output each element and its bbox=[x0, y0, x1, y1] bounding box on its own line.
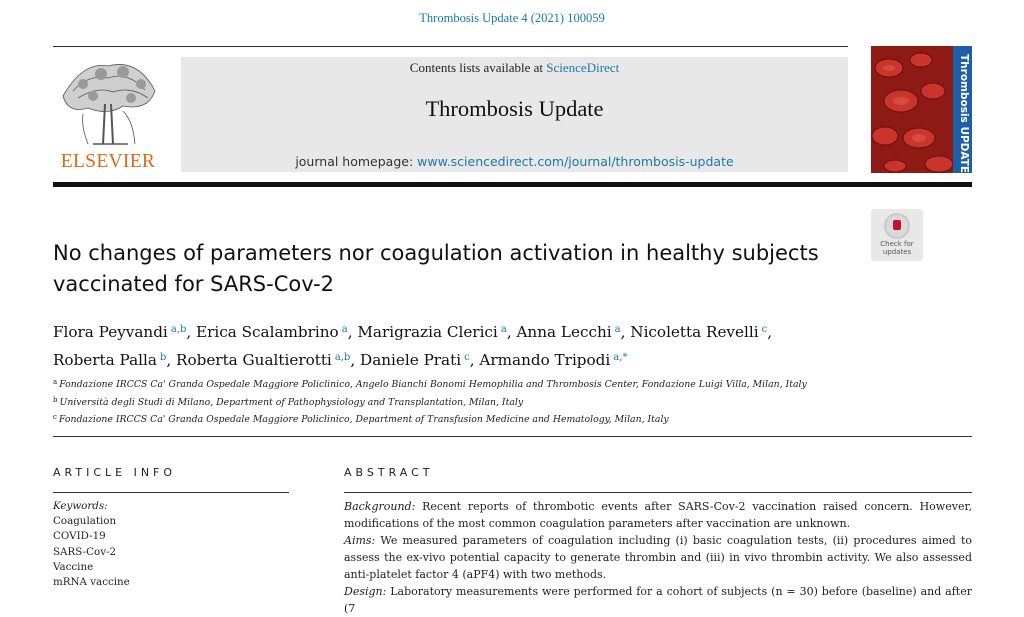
homepage-link[interactable]: www.sciencedirect.com/journal/thrombosis-update bbox=[417, 154, 734, 169]
cover-title: Thrombosis UPDATE bbox=[958, 54, 970, 174]
author-affiliation-mark[interactable]: a bbox=[341, 324, 348, 335]
journal-citation[interactable]: Thrombosis Update 4 (2021) 100059 bbox=[419, 11, 605, 25]
affiliation-item: $^a$ Fondazione IRCCS Ca' Granda Ospedale Maggiore Policlinico, Angelo Bianchi Bonomi Hemophilia and Thrombosis Center, Fondazione Luigi Villa, Milan, Italy bbox=[53, 378, 807, 390]
crossmark-icon bbox=[884, 213, 910, 239]
affiliation-item: $^b$ Università degli Studi di Milano, Department of Pathophysiology and Transplantation, Milan, Italy bbox=[53, 395, 524, 408]
tree-icon bbox=[53, 56, 163, 151]
abstract-body bbox=[344, 498, 972, 617]
author-affiliation-mark[interactable]: a,* bbox=[613, 352, 628, 363]
keyword-item: Coagulation bbox=[53, 515, 117, 528]
author-name[interactable]: Nicoletta Revelli bbox=[630, 323, 759, 341]
check-updates-line2: updates bbox=[882, 247, 912, 256]
contents-line bbox=[181, 60, 848, 76]
homepage-prefix: journal homepage: bbox=[295, 154, 414, 169]
section-divider bbox=[53, 436, 972, 437]
abstract-paragraph: Aims: We measured parameters of coagulation including (i) basic coagulation tests, (ii) procedures aimed to assess the ex-vivo potential capacity to generate thrombin and (iii) in vivo thrombin activity. We also assessed anti-platelet factor 4 (aPF4) with two methods. bbox=[344, 534, 972, 581]
homepage-line bbox=[181, 154, 848, 169]
article-title: No changes of parameters nor coagulation activation in healthy subjects vaccinated for SARS-Cov-2 bbox=[53, 241, 819, 296]
check-updates-line1: Check for bbox=[880, 240, 914, 248]
header-top-rule bbox=[53, 46, 848, 47]
author-name[interactable]: Armando Tripodi bbox=[479, 351, 611, 369]
author-name[interactable]: Flora Peyvandi bbox=[53, 323, 168, 341]
author-list: Flora Peyvandi $^{a,b}$, Erica Scalambrino $^a$, Marigrazia Clerici $^a$, Anna Lecchi $^a$, Nicoletta Revelli $^c$, Roberta Palla $^b$, Roberta Gualtierotti $^{a,b}$, Daniele Prati $^c$, Armando Tripodi $^{a,*}$ bbox=[53, 323, 773, 369]
author-affiliation-mark[interactable]: a bbox=[500, 324, 507, 335]
author-name[interactable]: Marigrazia Clerici bbox=[357, 323, 498, 341]
author-name[interactable]: Daniele Prati bbox=[360, 351, 462, 369]
header-bottom-rule bbox=[53, 182, 972, 187]
abstract-label: Background: bbox=[344, 500, 416, 513]
keyword-item: mRNA vaccine bbox=[53, 576, 130, 589]
keyword-item: COVID-19 bbox=[53, 530, 106, 543]
check-for-updates-button[interactable] bbox=[871, 209, 923, 261]
publisher-wordmark[interactable]: ELSEVIER bbox=[60, 151, 156, 172]
journal-banner bbox=[181, 57, 848, 172]
contents-prefix: Contents lists available at bbox=[409, 60, 544, 75]
abstract-label: Design: bbox=[344, 585, 387, 598]
keyword-item: SARS-Cov-2 bbox=[53, 545, 117, 558]
author-affiliation-mark[interactable]: a,b bbox=[170, 324, 187, 335]
author-affiliation-mark[interactable]: b bbox=[159, 352, 167, 363]
abstract-heading: ABSTRACT bbox=[344, 466, 434, 479]
article-info-rule bbox=[53, 492, 289, 493]
abstract-paragraph: Design: Laboratory measurements were performed for a cohort of subjects (n = 30) before (baseline) and after (7 bbox=[344, 585, 972, 615]
abstract-rule bbox=[344, 492, 972, 493]
affiliations bbox=[53, 375, 953, 428]
author-name[interactable]: Erica Scalambrino bbox=[196, 323, 339, 341]
affiliation-item: $^c$ Fondazione IRCCS Ca' Granda Ospedale Maggiore Policlinico, Department of Transfusion Medicine and Hematology, Milan, Italy bbox=[53, 413, 669, 425]
author-affiliation-mark[interactable]: a,b bbox=[334, 352, 351, 363]
keyword-item: Vaccine bbox=[53, 560, 94, 573]
author-name[interactable]: Roberta Gualtierotti bbox=[176, 351, 332, 369]
author-name[interactable]: Anna Lecchi bbox=[516, 323, 612, 341]
article-info-heading: ARTICLE INFO bbox=[53, 466, 177, 479]
author-affiliation-mark[interactable]: a bbox=[614, 324, 621, 335]
author-affiliation-mark[interactable]: c bbox=[464, 352, 470, 363]
journal-cover-image[interactable] bbox=[871, 46, 972, 173]
author-name[interactable]: Roberta Palla bbox=[53, 351, 157, 369]
journal-title[interactable]: Thrombosis Update bbox=[425, 96, 604, 121]
keywords-list bbox=[53, 499, 283, 590]
keywords-label: Keywords: bbox=[53, 500, 108, 512]
sciencedirect-link[interactable]: ScienceDirect bbox=[546, 60, 620, 75]
abstract-label: Aims: bbox=[344, 534, 376, 547]
author-affiliation-mark[interactable]: c bbox=[761, 324, 768, 335]
abstract-paragraph: Background: Recent reports of thrombotic events after SARS-Cov-2 vaccination raised concern. However, modifications of the most common coagulation parameters after vaccination are unknown. bbox=[344, 500, 972, 530]
